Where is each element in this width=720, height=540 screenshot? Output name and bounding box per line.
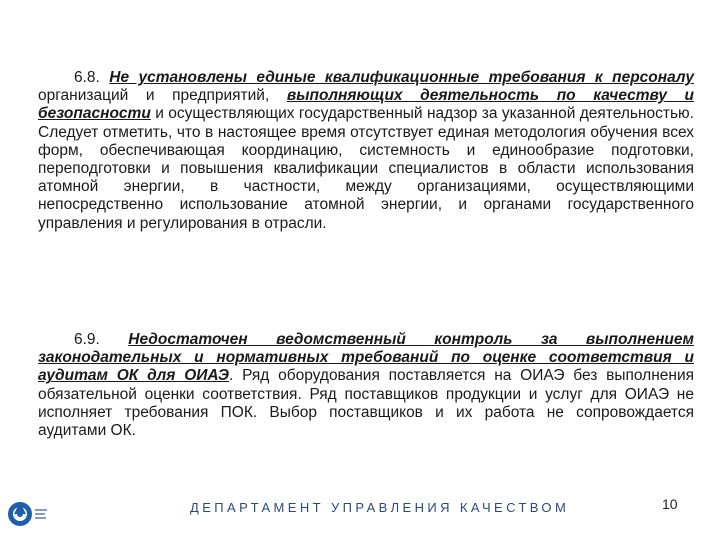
paragraph-number: 6.9. [74, 331, 129, 348]
paragraph-number: 6.8. [74, 69, 110, 86]
page-number: 10 [662, 496, 678, 512]
emphasis-text: Не установлены единые квалификационные требования к персоналу [109, 69, 694, 86]
body-text: . Ряд оборудования поставляется на ОИАЭ без выполнения обязательной оценки соответствия. Ряд поставщиков продукции и услуг для ОИАЭ не исполняет требования ПОК. Выбор поставщиков и их работа не сопровождается аудитами ОК. [38, 367, 695, 440]
emphasis-text: выполняющих деятельность по качеству и безопасности [38, 87, 695, 123]
paragraph-6-9 [38, 331, 694, 440]
emphasis-text: Недостаточен ведомственный контроль за выполнением законодательных и нормативных требований по оценке соответствия и аудитам ОК для ОИАЭ [38, 331, 694, 385]
paragraph-6-8 [38, 69, 694, 233]
body-text: организаций и предприятий, [38, 87, 287, 105]
department-name: ДЕПАРТАМЕНТ УПРАВЛЕНИЯ КАЧЕСТВОМ [190, 500, 570, 515]
body-text: и осуществляющих государственный надзор за указанной деятельностью. Следует отметить, что в настоящее время отсутствует единая методология обучения всех форм, обеспечивающая координацию, системность и единообразие подготовки, переподготовки и повышения квалификации специалистов в области использования атомной энергии, в частности, между организациями, осуществляющими непосредственно использование атомной энергии, и органами государственного управления и регулирования в отрасли. [38, 105, 694, 232]
rosatom-logo-icon [6, 494, 50, 534]
